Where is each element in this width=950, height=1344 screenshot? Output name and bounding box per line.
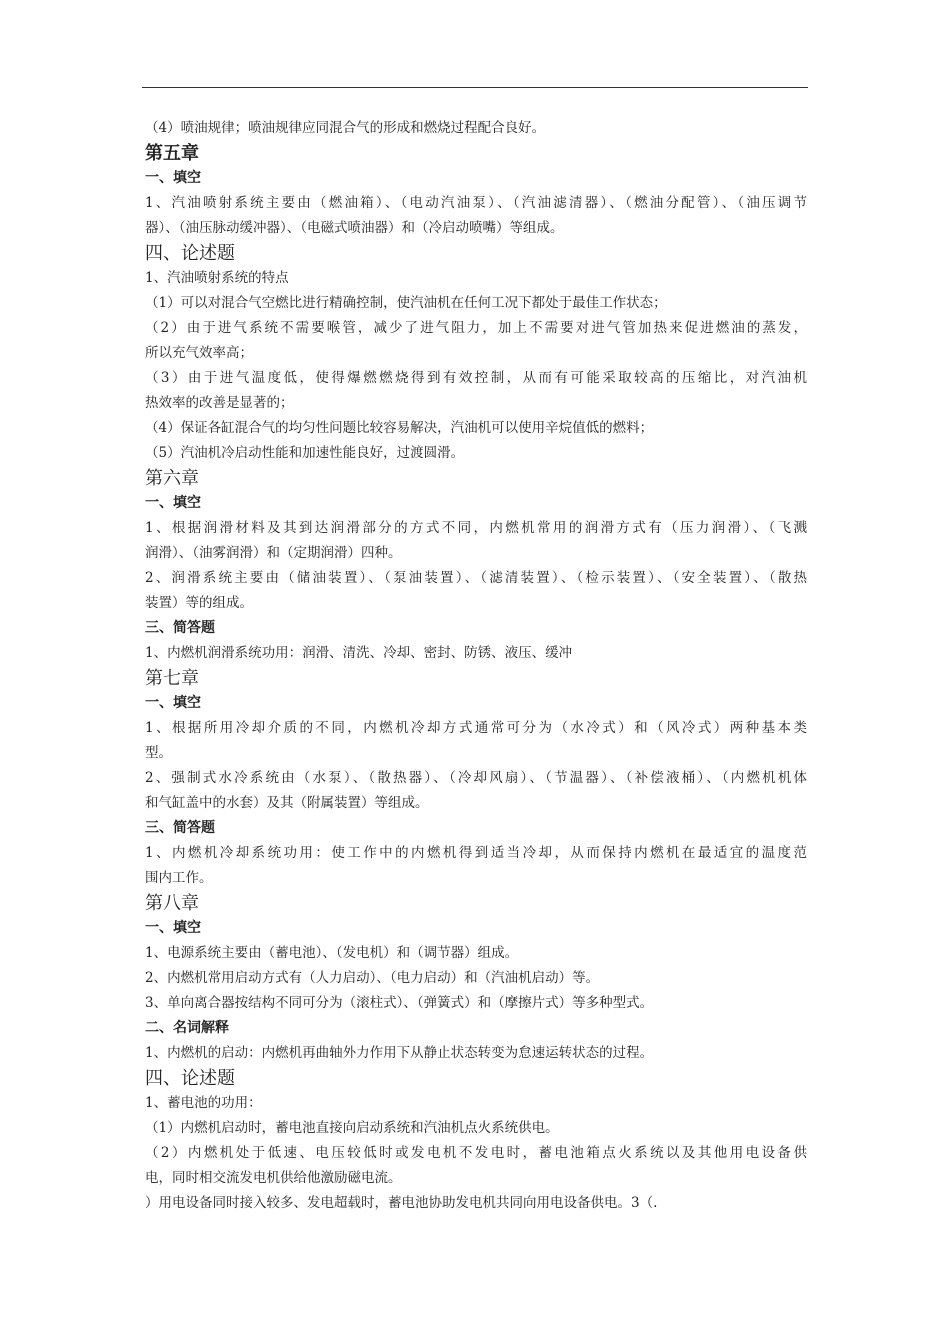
text-line: 1、根据所用冷却介质的不同，内燃机冷却方式通常可分为（水冷式）和（风冷式）两种基本类 <box>145 720 807 736</box>
text-line: 型。 <box>145 745 172 761</box>
text-line: 润滑）、（油雾润滑）和（定期润滑）四种。 <box>145 545 402 561</box>
text-line: 1、内燃机冷却系统功用：使工作中的内燃机得到适当冷却，从而保持内燃机在最适宜的温度范 <box>145 845 807 861</box>
text-line: 器）、（油压脉动缓冲器）、（电磁式喷油器）和（冷启动喷嘴）等组成。 <box>145 220 564 236</box>
text-line: 1、汽油喷射系统的特点 <box>145 270 289 286</box>
text-line: 1、汽油喷射系统主要由（燃油箱）、（电动汽油泵）、（汽油滤清器）、（燃油分配管）、（油压调节 <box>145 195 807 211</box>
document-body <box>145 116 807 1216</box>
text-line: （1）可以对混合气空燃比进行精确控制，使汽油机在任何工况下都处于最佳工作状态； <box>145 295 667 311</box>
text-line: （5）汽油机冷启动性能和加速性能良好，过渡圆滑。 <box>145 445 465 461</box>
text-line: 2、润滑系统主要由（储油装置）、（泵油装置）、（滤清装置）、（检示装置）、（安全装置）、（散热 <box>145 570 807 586</box>
text-line: （2）由于进气系统不需要喉管，减少了进气阻力，加上不需要对进气管加热来促进燃油的蒸发， <box>145 320 807 336</box>
text-line: （4）保证各缸混合气的均匀性问题比较容易解决，汽油机可以使用辛烷值低的燃料； <box>145 420 654 436</box>
text-line: （4）喷油规律；喷油规律应同混合气的形成和燃烧过程配合良好。 <box>145 120 546 136</box>
section-heading: 一、填空 <box>145 495 201 511</box>
text-line: 1、根据润滑材料及其到达润滑部分的方式不同，内燃机常用的润滑方式有（压力润滑）、（飞溅 <box>145 520 807 536</box>
section-heading: 一、填空 <box>145 695 201 711</box>
text-line: 3、单向离合器按结构不同可分为（滚柱式）、（弹簧式）和（摩擦片式）等多种型式。 <box>145 995 654 1011</box>
text-line: ）用电设备同时接入较多、发电超载时，蓄电池协助发电机共同向用电设备供电。3（. <box>145 1195 658 1211</box>
text-line: 1、电源系统主要由（蓄电池）、（发电机）和（调节器）组成。 <box>145 945 519 961</box>
text-line: 热效率的改善是显著的； <box>145 395 294 411</box>
text-line: 1、内燃机的启动：内燃机再曲轴外力作用下从静止状态转变为怠速运转状态的过程。 <box>145 1045 654 1061</box>
text-line: 装置）等的组成。 <box>145 595 253 611</box>
text-line: 电，同时相交流发电机供给他激励磁电流。 <box>145 1170 402 1186</box>
header-rule <box>142 87 808 88</box>
text-line: 2、强制式水冷系统由（水泵）、（散热器）、（冷却风扇）、（节温器）、（补偿液桶）、（内燃机机体 <box>145 770 807 786</box>
text-line: 围内工作。 <box>145 870 213 886</box>
chapter-heading: 四、论述题 <box>145 1068 235 1089</box>
chapter-heading: 四、论述题 <box>145 243 235 264</box>
text-line: 2、内燃机常用启动方式有（人力启动）、（电力启动）和（汽油机启动）等。 <box>145 970 600 986</box>
text-line: 和气缸盖中的水套）及其（附属装置）等组成。 <box>145 795 429 811</box>
text-line: 所以充气效率高； <box>145 345 253 361</box>
section-heading: 二、名词解释 <box>145 1020 229 1036</box>
text-line: （3）由于进气温度低，使得爆燃燃烧得到有效控制，从而有可能采取较高的压缩比，对汽油机 <box>145 370 807 386</box>
text-line: （1）内燃机启动时，蓄电池直接向启动系统和汽油机点火系统供电。 <box>145 1120 559 1136</box>
text-line: （2）内燃机处于低速、电压较低时或发电机不发电时，蓄电池箱点火系统以及其他用电设备供 <box>145 1145 807 1161</box>
section-heading: 一、填空 <box>145 170 201 186</box>
section-heading: 三、简答题 <box>145 620 215 636</box>
section-heading: 三、简答题 <box>145 820 215 836</box>
chapter-heading: 第五章 <box>145 143 199 164</box>
chapter-heading: 第八章 <box>145 893 199 914</box>
chapter-heading: 第七章 <box>145 668 199 689</box>
chapter-heading: 第六章 <box>145 468 199 489</box>
text-line: 1、蓄电池的功用： <box>145 1095 262 1111</box>
text-line: 1、内燃机润滑系统功用：润滑、清洗、冷却、密封、防锈、液压、缓冲 <box>145 645 573 661</box>
section-heading: 一、填空 <box>145 920 201 936</box>
